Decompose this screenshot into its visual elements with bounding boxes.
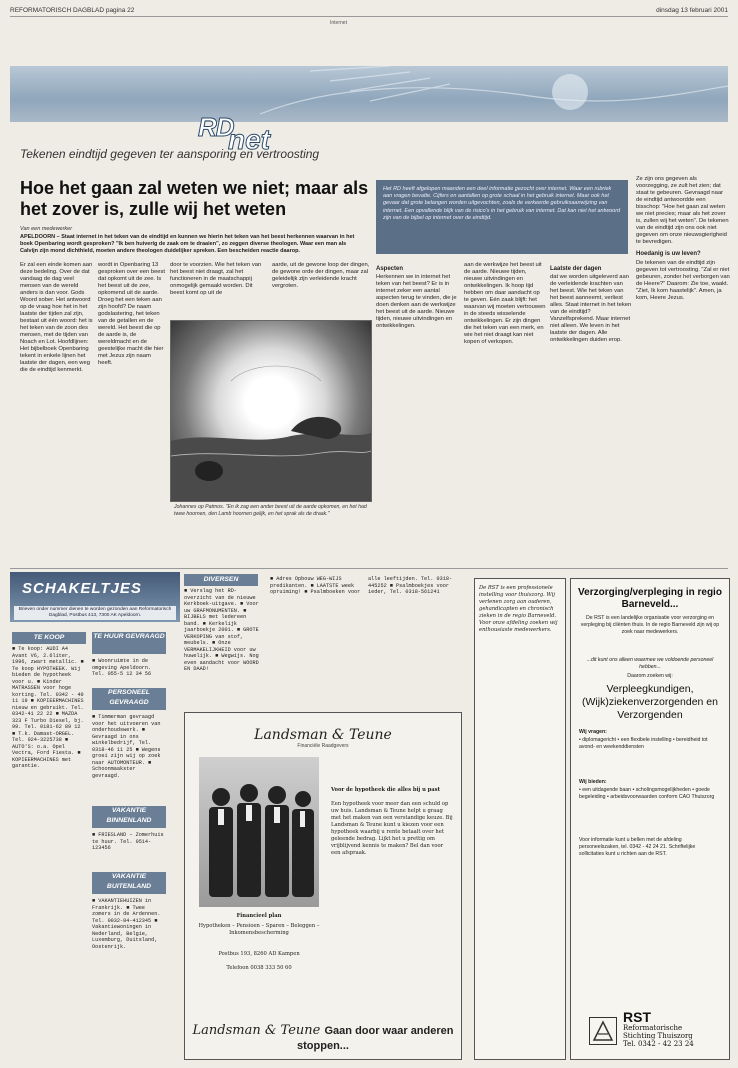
column-3-text: door te voorzien. Wie het teken van het beest niet draagt, zal het functioneren in de maatschappij onmogelijk gemaakt worden. Dit beest komt op uit de <box>170 262 262 296</box>
article-lead: APELDOORN – Staat internet in het teken van de eindtijd en kunnen we hierin het teken van het beest herkennen waarvan in het boek Openbaring wordt gesproken? "Ik ben huiverig de zaak om te draaien", zo zeggen diverse theologen. Waar een man als Calvijn zijn mond dichthield, moeten andere theologen duidelijker spreken. Een bescheiden reactie daarop. <box>20 234 355 254</box>
diversen-heading: DIVERSEN <box>184 574 258 586</box>
landsman-footer-name: Landsman & Teune <box>192 1023 321 1038</box>
column-7-text: dat we worden uitgeleverd aan de verleidende krachten van het beest. Wie het teken van het beest aanneemt, verliest alles. Staat internet in het teken van de eindtijd? Vanzelfsprekend. Maar internet niet alleen. We leven in het laatste der dagen. Alle ontwikkelingen duiden erop. <box>550 274 632 343</box>
landsman-ad-title: Landsman & Teune <box>254 727 392 743</box>
te-huur-heading: TE HUUR GEVRAAGD <box>92 632 166 654</box>
article-column-3 <box>170 262 266 318</box>
column-2-text: wordt in Openbaring 13 gesproken over een beest dat opkomt uit de zee. Is het beest uit de zee, opkomend uit de aarde. Droeg het een teken aan zijn hoofd? De naam godslastering, het teken van de getallen en de wereld. Het beest die op de aarde is, de wereldmacht en de geestelijke macht die hier met Jezus zijn naam heeft. <box>98 262 166 366</box>
side-text-2: De tekenen van de eindtijd zijn gegeven tot vertroosting. "Zal er niet gebeuren, zonder het verborgen van de Heere?" Daarom: Zie toe, waakt. "Ziet, Ik kom haastelijk". Amen, ja kom, Heere Jezus. <box>636 260 730 301</box>
team-silhouettes <box>199 757 319 907</box>
article-column-2 <box>98 262 166 554</box>
article-column-5 <box>376 262 460 554</box>
te-huur-list: ■ Woonruimte in de omgeving Apeldoorn. Tel. 055-5 12 34 56 <box>92 658 152 677</box>
article-kicker: Tekenen eindtijd gegeven ter aansporing en vertroosting <box>20 147 320 161</box>
rst-logo-graphic <box>590 1018 616 1044</box>
landsman-address: Postbus 193, 8260 AD Kampen <box>218 951 300 957</box>
rst-org-block <box>623 1010 694 1049</box>
rst-org-phone: Tel. 0342 - 42 23 24 <box>623 1040 694 1048</box>
logo-net-text: net <box>228 124 270 155</box>
rst-contact: Voor informatie kunt u bellen met de afdeling personeelszaken, tel. 0342 - 42 24 21. Schriftelijke sollicitaties kunt u richten aan de RST. <box>579 837 696 857</box>
article-intro-box: Het RD heeft afgelopen maanden een deel informatie gezocht over internet. Waar een rubriek aan vragen bevatte. Cijfers en aantallen op grote schaal in het gebruik internet. Maar ook het gevaar dat grote belangen worden uitgevochten, zoals de verkeerde gebruiksaanwijzing van internet. Een opvallende blijk van de risico's in het gebruik van internet. Dat kan niet het antwoord zijn van de bijbel op internet over de eindtijd. <box>376 180 628 254</box>
header-left: REFORMATORISCH DAGBLAD pagina 22 <box>10 7 135 14</box>
team-photo <box>199 757 319 907</box>
engraving-graphic <box>171 321 371 501</box>
article-column-1 <box>20 262 94 554</box>
rst-vacancy-ad <box>570 578 730 1060</box>
column-5-text: Herkennen we in internet het teken van het beest? Er is in internet zeker een aantal aspecten terug te vinden, die je doen denken aan de werkwijze het beest uit de aarde. Nieuwe tijden, nieuwe uitvindingen en ontwikkelingen. <box>376 274 457 329</box>
landsman-body: Een hypotheek voor meer dan een schuld op uw huis. Landsman & Teune helpt u graag met het maken van een verstandige keuze. Bij Landsman & Teune kunt u kiezen voor een hypotheek waarbij u rente betaalt over het geleende bedrag. Lijkt het u prettig om vrijblijvend kennis te maken? Bel dan voor een afspraak. <box>331 801 453 856</box>
rst-we-ask-title: Wij vragen: <box>579 729 607 735</box>
rst-side-panel <box>474 578 566 1060</box>
header-date: dinsdag 13 februari 2001 <box>656 7 728 14</box>
logo-rd-text: RD <box>198 112 234 142</box>
article-column-7 <box>550 262 632 554</box>
page-header <box>10 6 728 17</box>
side-text: Ze zijn ons gegeven als voorzegging, ze zult het zien; dat staat te gebeuren. Gevraagd naar de eindtijd antwoordde een bisschop: "Hoe het gaan zal weten we niet precies; maar als het zover is, zullen wij het weten". De tekenen van de eindtijd zijn ons ook niet gegeven om onze nieuwsgierigheid te bevredigen. <box>636 176 729 245</box>
rst-intro: De RST is een landelijke organisatie voor verzorging en verpleging bij cliënten thuis. In de regio Barneveld zijn wij op zoek naar medewerkers. <box>580 615 720 635</box>
rst-title: Verzorging/verpleging in regio Barneveld... <box>578 587 722 610</box>
column-4-text: aarde, uit de gewone loop der dingen, de gewone orde der dingen, maar zal geleidelijk zijn verleidende kracht vergroten. <box>272 262 370 289</box>
column-1-text: Er zal een einde komen aan deze bedeling. Over de dat vandaag de dag veel mensen van de wereld anders is dan voor. Gods Woord sober. Het antwoord op de vraag hoe het in het laatste der tijden zal zijn, bestaat uit één woord: het is het teken van de zoon des mensen, met de tijden van Noach en Lot. Hoofdlijnen: Het bijbelboek Openbaring tekent in enkele lijnen het laatste der dagen, een weg die de eindtijd kenmerkt. <box>20 262 93 373</box>
rst-we-offer-title: Wij bieden: <box>579 779 607 785</box>
rst-org-sub2: Stichting Thuiszorg <box>623 1032 693 1040</box>
vakantie-binnenland-heading: VAKANTIE BINNENLAND <box>92 806 166 828</box>
article-byline: Van een medewerker <box>20 226 73 232</box>
schakeltjes-title: SCHAKELTJES <box>22 580 142 597</box>
column-7-heading: Laatste der dagen <box>550 266 602 272</box>
te-koop-heading: TE KOOP <box>12 632 86 644</box>
schakeltjes-subtitle: Brieven onder nummer dienen te worden gezonden aan Reformatorisch Dagblad, Postbus 413, 7300 AK Apeldoorn. <box>14 606 176 620</box>
side-heading: Hoedanig is uw leven? <box>636 251 701 257</box>
article-column-4 <box>272 262 370 318</box>
rst-side-text: De RST is een professionele instelling voor thuiszorg. Wij verlenen zorg aan ouderen, gehandicapten en chronisch zieken in de regio Barneveld. Voor onze afdeling zoeken wij enthousiaste medewerkers. <box>479 585 558 633</box>
rdnet-banner <box>10 66 728 122</box>
landsman-heading: Voor de hypotheek die alles bij u past <box>331 787 440 793</box>
personeel-heading: PERSONEEL GEVRAAGD <box>92 688 166 710</box>
vakantie-buitenland-list: ■ VAKANTIEHUIZEN in Frankrijk. ■ Twee zomers in de Ardennen. Tel. 0032-84-412345 ■ Vakantiewoningen in Nederland, Belgie, Luxemburg, Duitsland, Oostenrijk. <box>92 898 161 950</box>
services-title: Financieel plan <box>236 913 282 919</box>
patmos-illustration <box>170 320 372 502</box>
illustration-caption: Johannes op Patmos. "En ik zag een ander beest uit de aarde opkomen, en het had twee hoornen, den Lamb hoornen gelijk, en het sprak als de draak." <box>174 504 367 517</box>
vakantie-binnenland-list: ■ FRIESLAND – Zomerhuis te huur. Tel. 0514-123456 <box>92 832 164 851</box>
rst-we-ask-list: • diplomagericht • een flexibele instelling • bereidheid tot avond- en weekenddiensten <box>579 737 708 750</box>
column-5-heading: Aspecten <box>376 266 404 272</box>
landsman-teune-ad <box>184 712 462 1060</box>
landsman-phone: Telefoon 0038 333 50 60 <box>226 965 292 971</box>
section-divider <box>10 568 728 569</box>
rst-we-seek: Daarom zoeken wij: <box>627 673 673 679</box>
column-6-text: aan de werkwijze het beest uit de aarde. Nieuwe tijden, nieuwe uitvindingen en ontwikkelingen. Ik hoop tijd hebben om daar aandacht op te geven. Eén zaak blijft: het waarvan wij moeten vertrouwen in de steeds wisselende ontwikkelingen. Er zijn dingen die het teken van een merk, en wie het niet draagt kan niet kopen of verkopen. <box>464 262 546 345</box>
rst-heading: Verpleegkundigen, (Wijk)ziekenverzorgenden en Verzorgenden <box>582 683 718 721</box>
rst-we-offer-list: • een uitdagende baan • scholingsmogelijkheden • goede begeleiding • arbeidsvoorwaarden conform CAO Thuiszorg <box>579 787 715 800</box>
rst-middle: ...dit kunt ons alleen waarmee we voldoende personeel hebben... <box>586 657 714 670</box>
rst-org-sub1: Reformatorische <box>623 1024 683 1032</box>
vakantie-buitenland-heading: VAKANTIE BUITENLAND <box>92 872 166 894</box>
landsman-slogan: Gaan door waar anderen stoppen... <box>297 1025 454 1052</box>
banner-graphic <box>10 66 728 122</box>
article-headline: Hoe het gaan zal weten we niet; maar als het zover is, zulle wij het weten <box>20 178 369 219</box>
banner-tag: Internet <box>330 20 347 26</box>
personeel-list: ■ Timmerman gevraagd voor het uitvoeren van onderhoudswerk. ■ Gevraagd in ons winkelbedrijf, Tel. 0318-46 11 25 ■ Wegens groei zijn wij op zoek naar AUTOMONTEUR. ■ Schoonmaakster gevraagd. <box>92 714 161 779</box>
landsman-ad-subtitle: Financiële Raadgevers <box>297 743 349 749</box>
article-side-column <box>636 176 730 302</box>
rst-org-name: RST <box>623 1009 651 1025</box>
diversen-list: ■ Verslag het RD-overzicht van de nieuwe Kerkboek-uitgave. ■ Voor uw GRAFMONUMENTEN. ■ BIJBELS met ledereen band. ■ Kerkelijk jaarboekje 2001. ■ GROTE VERKOPING van stof, meubels. ■ Onze VERMAKELIJKHEID voor uw huwelijk. ■ Wegwijs. Nog even aandacht voor WOORD EN DAAD! <box>184 588 259 672</box>
services-list: Hypotheken – Pensioen – Sparen – Beleggen – Inkomensbescherming <box>198 923 320 936</box>
article-column-6 <box>464 262 546 554</box>
te-koop-list: ■ Te koop: AUDI A4 Avant V6, 2.6liter, 1996, zwart metallic. ■ Te koop HYPOTHEEK. Wij bieden de hypotheek voor u. ■ Kinder MATRASSEN voor hoge korting. Tel. 0342 - 40 11 19 ■ KOPIEERMACHINES nieuw en gebruikt. Tel. 0342-41 22 22 ■ MAZDA 323 F Turbo Diesel, bj. 99. Tel. 0181-62 89 12 ■ T.k. Damast-ORGEL. Tel. 024-3225738 ■ AUTO'S: o.a. Opel Vectra, Ford Fiesta. ■ KOPIEERMACHINES met garantie. <box>12 646 84 769</box>
rst-logo-icon <box>589 1017 617 1045</box>
diversen-list-2: ■ Adres Opbouw WEG-WIJS predikanten. ■ LAATSTE week opruiming! ■ Psalmboeken voor alle leeftijden. Tel. 0318-445252 ■ Psalmboekjes voor ieder, Tel. 0318-561241 <box>270 576 453 595</box>
landsman-footer <box>185 1023 461 1053</box>
